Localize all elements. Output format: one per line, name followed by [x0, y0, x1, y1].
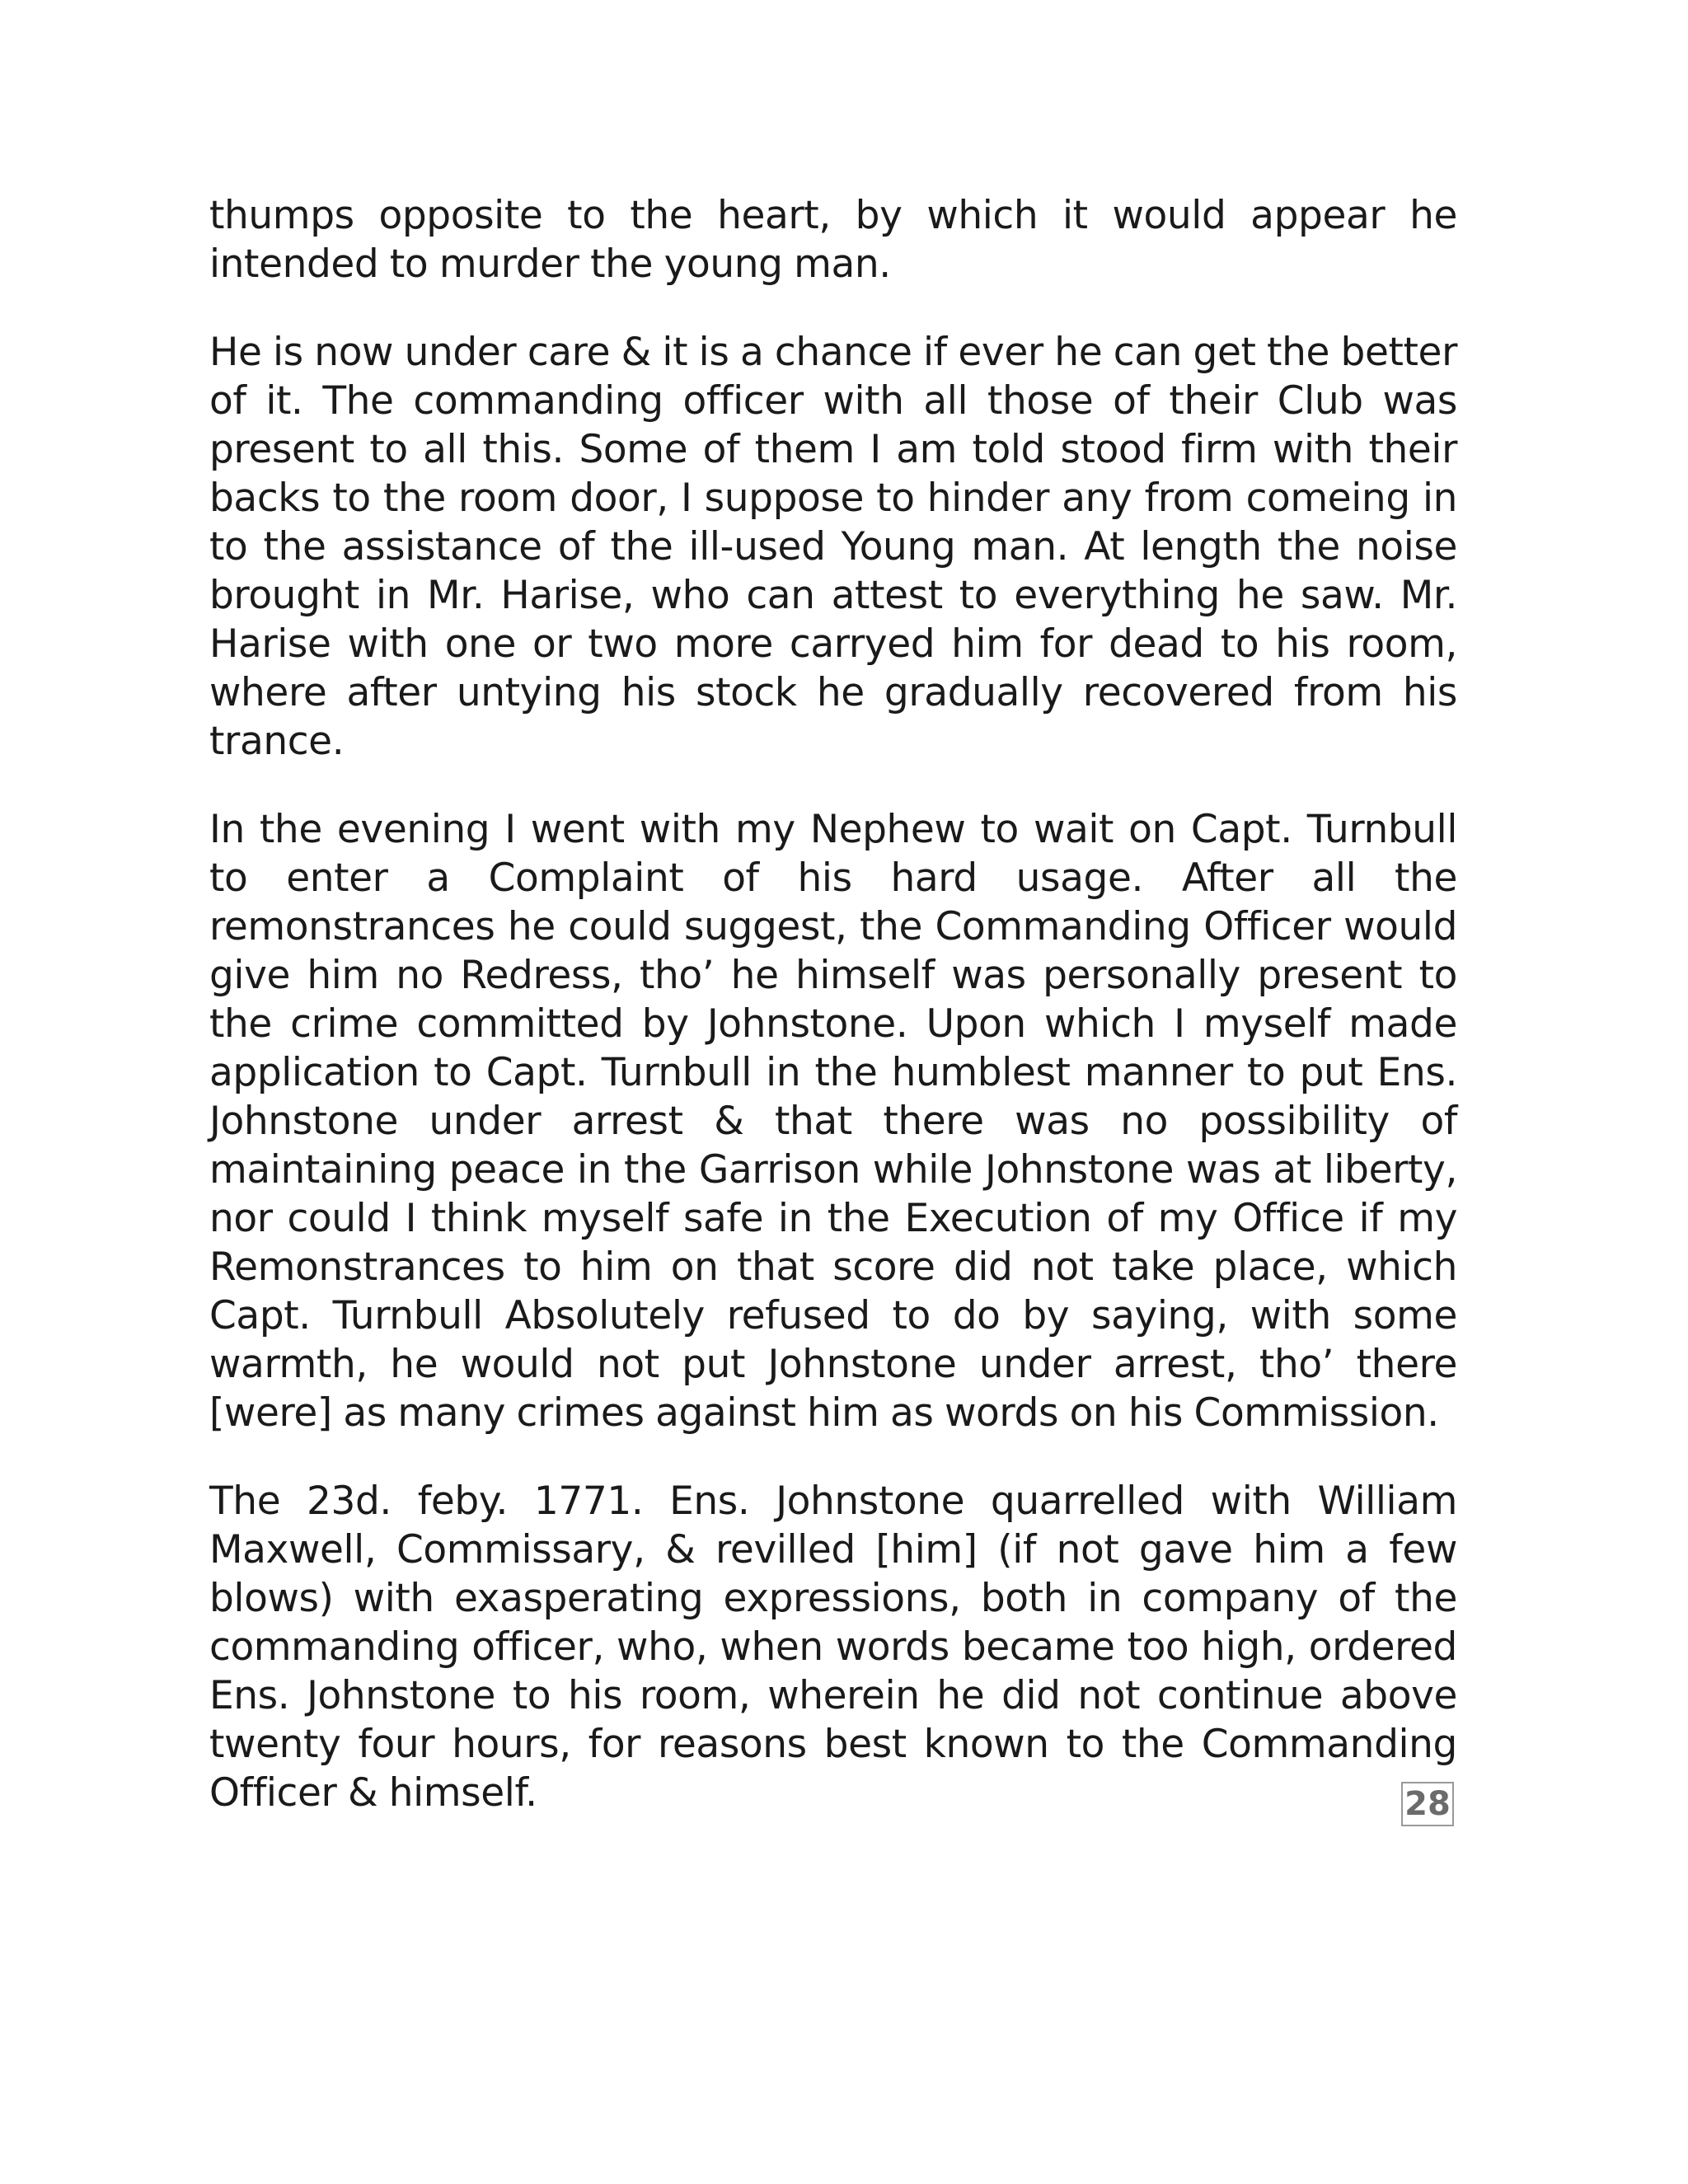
paragraph-1: thumps opposite to the heart, by which it would appear he intended to murder the young man. [209, 193, 1457, 287]
paragraph-3: In the evening I went with my Nephew to wait on Capt. Turnbull to enter a Complaint of his hard usage. After all the remonstrances he could suggest, the Commanding Officer would give him no Redress, tho’ he himself was personally present to the crime committed by Johnstone. Upon which I myself made application to Capt. Turnbull in the humblest manner to put Ens. Johnstone under arrest & that there was no possibility of maintaining peace in the Garrison while Johnstone was at liberty, nor could I think myself safe in the Execution of my Office if my Remonstrances to him on that score did not take place, which Capt. Turnbull Absolutely refused to do by saying, with some warmth, he would not put Johnstone under arrest, tho’ there [were] as many crimes against him as words on his Commission. [209, 807, 1457, 1436]
paragraph-2: He is now under care & it is a chance if ever he can get the better of it. The commanding officer with all those of their Club was present to all this. Some of them I am told stood firm with their backs to the room door, I suppose to hinder any from comeing in to the assistance of the ill-used Young man. At length the noise brought in Mr. Harise, who can attest to everything he saw. Mr. Harise with one or two more carryed him for dead to his room, where after untying his stock he gradually recovered from his trance. [209, 330, 1457, 764]
page-number: 28 [1401, 1782, 1454, 1826]
page-body [209, 191, 1457, 1857]
paragraph-4: The 23d. feby. 1771. Ens. Johnstone quarrelled with William Maxwell, Commissary, & revilled [him] (if not gave him a few blows) with exasperating expressions, both in company of the commanding officer, who, when words became too high, ordered Ens. Johnstone to his room, wherein he did not continue above twenty four hours, for reasons best known to the Commanding Officer & himself. [209, 1479, 1457, 1816]
